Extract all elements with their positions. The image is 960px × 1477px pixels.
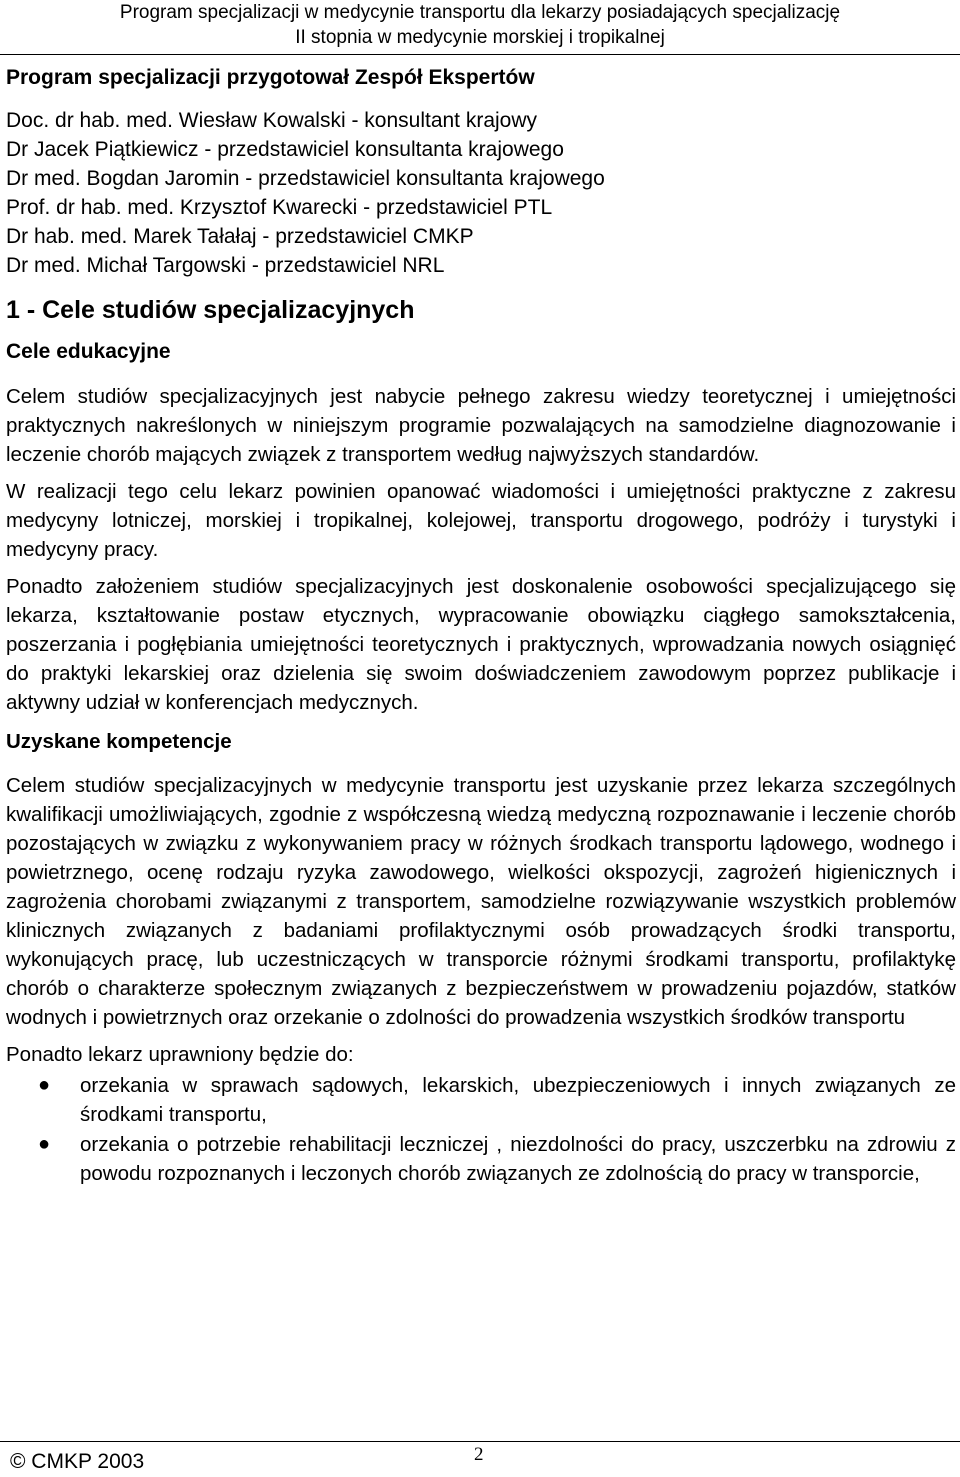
header-line-2: II stopnia w medycynie morskiej i tropikalnej — [295, 27, 665, 48]
expert-team-list — [6, 106, 956, 280]
expert-member: Dr Jacek Piątkiewicz - przedstawiciel konsultanta krajowego — [6, 138, 564, 161]
page-number: 2 — [474, 1444, 484, 1465]
expert-member: Prof. dr hab. med. Krzysztof Kwarecki - przedstawiciel PTL — [6, 196, 553, 219]
list-item — [6, 1130, 956, 1188]
expert-member: Dr med. Michał Targowski - przedstawiciel NRL — [6, 254, 445, 277]
bullet-icon: ● — [38, 1133, 51, 1155]
header-line-1: Program specjalizacji w medycynie transportu dla lekarzy posiadających specjalizację — [119, 2, 841, 23]
page-content — [6, 62, 956, 1189]
section-heading: 1 - Cele studiów specjalizacyjnych — [6, 296, 415, 324]
expert-member: Doc. dr hab. med. Wiesław Kowalski - konsultant krajowy — [6, 109, 538, 132]
paragraph: Ponadto założeniem studiów specjalizacyjnych jest doskonalenie osobowości specjalizującego się lekarza, kształtowanie postaw etycznych, wypracowanie obowiązku ciągłego samokształcenia, poszerzania i pogłębiania umiejętności teoretycznych i praktycznych, wprowadzania nowych osiągnięć do praktyki lekarskiej oraz dzielenia się swoim doświadczeniem zawodowym poprzez publikacje i aktywny udział w konferencjach medycznych. — [6, 575, 956, 714]
paragraph: W realizacji tego celu lekarz powinien opanować wiadomości i umiejętności praktyczne z zakresu medycyny lotniczej, morskiej i tropikalnej, kolejowej, transportu drogowego, podróży i turystyki i medycyny pracy. — [6, 480, 956, 561]
expert-team-title: Program specjalizacji przygotował Zespół Ekspertów — [6, 66, 535, 89]
subsection-heading-competences: Uzyskane kompetencje — [6, 730, 232, 753]
expert-member: Dr hab. med. Marek Tałałaj - przedstawiciel CMKP — [6, 225, 474, 248]
list-item — [6, 1071, 956, 1129]
list-item-text: orzekania o potrzebie rehabilitacji leczniczej , niezdolności do pracy, uszczerbku na zdrowiu z powodu rozpoznanych i leczonych chorób związanych ze zdolnością do pracy w transporcie, — [80, 1133, 956, 1185]
paragraph: Ponadto lekarz uprawniony będzie do: — [6, 1043, 354, 1066]
paragraph: Celem studiów specjalizacyjnych w medycynie transportu jest uzyskanie przez lekarza szczególnych kwalifikacji umożliwiających, zgodnie z współczesną wiedzą medyczną rozpoznawanie i leczenie chorób pozostających w związku z wykonywaniem pracy w różnych środkach transportu lądowego, wodnego i powietrznego, ocenę rodzaju ryzyka zawodowego, wielkości okspozycji, zagrożeń higienicznych i zagrożenia chorobami związanymi z transportem, samodzielne rozwiązywanie wszystkich problemów klinicznych związanych z badaniami profilaktycznymi osób prowadzących środki transportu, wykonujących pracę, lub uczestniczących w transporcie różnymi środkami transportu, profilaktykę chorób o charakterze społecznym związanych z bezpieczeństwem w prowadzeniu pojazdów, statków wodnych i powietrznych oraz orzekanie o zdolności do prowadzenia wszystkich środków transportu — [6, 774, 956, 1029]
rights-list — [6, 1071, 956, 1188]
bullet-icon: ● — [38, 1074, 51, 1096]
list-item-text: orzekania w sprawach sądowych, lekarskich, ubezpieczeniowych i innych związanych ze środkami transportu, — [80, 1074, 956, 1126]
running-header — [0, 0, 960, 55]
page-footer — [0, 1441, 960, 1477]
expert-member: Dr med. Bogdan Jaromin - przedstawiciel konsultanta krajowego — [6, 167, 605, 190]
subsection-heading-educational-goals: Cele edukacyjne — [6, 340, 171, 363]
copyright-notice: © CMKP 2003 — [10, 1450, 145, 1473]
paragraph: Celem studiów specjalizacyjnych jest nabycie pełnego zakresu wiedzy teoretycznej i umiejętności praktycznych nakreślonych w niniejszym programie pozwalających na samodzielne diagnozowanie i leczenie chorób mających związek z transportem według najwyższych standardów. — [6, 385, 956, 466]
